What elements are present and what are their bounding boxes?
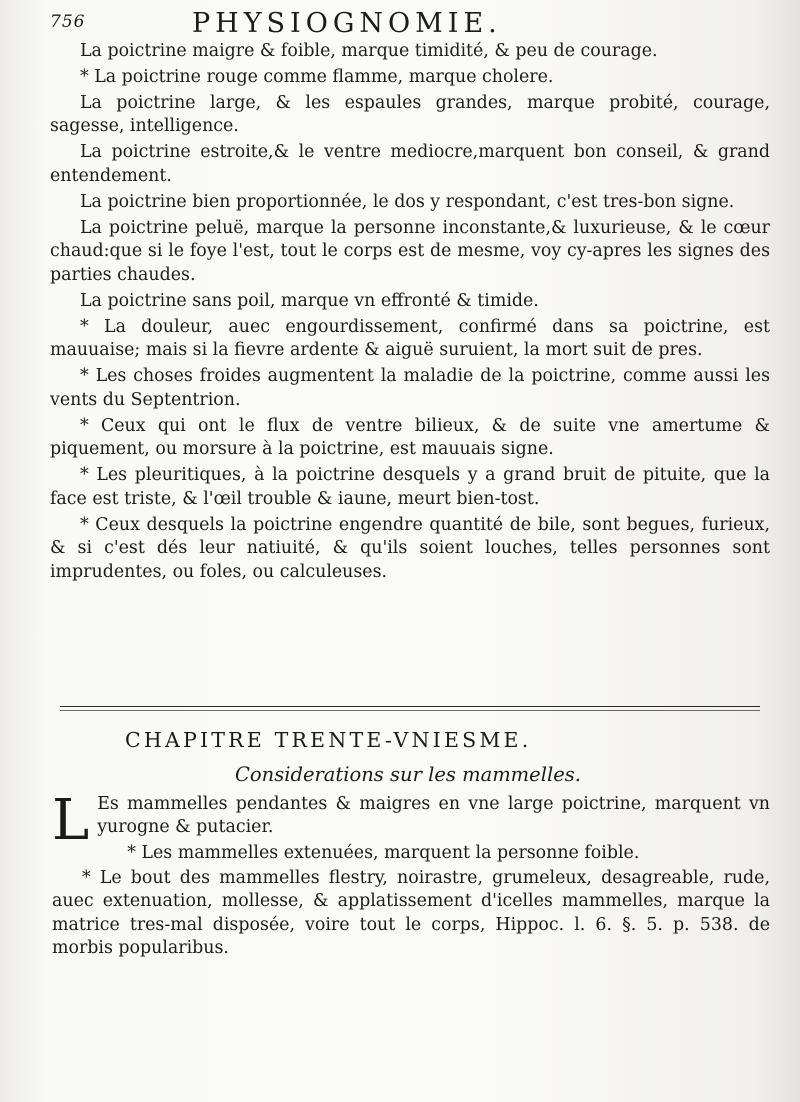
section-divider <box>60 706 760 707</box>
page-number: 756 <box>50 12 86 32</box>
paragraph: * Les pleuritiques, à la poictrine desquels y a grand bruit de pituite, que la face est triste, & l'œil trouble & iaune, meurt bien-tost. <box>50 465 770 509</box>
page-header <box>50 8 750 44</box>
drop-cap: L <box>52 788 90 853</box>
paragraph: * Le bout des mammelles flestry, noirastre, grumeleux, desagreable, rude, auec extenuation, mollesse, & applatissement d'icelles mammelles, marque la matrice tres-mal disposée, voire tout le corps, Hippoc. l. 6. §. 5. p. 538. de morbis popularibus. <box>52 868 770 958</box>
paragraph: La poictrine bien proportionnée, le dos y respondant, c'est tres-bon signe. <box>80 191 735 212</box>
chapter-first-paragraph-text: Es mammelles pendantes & maigres en vne large poictrine, marquent vn yurogne & putacier. <box>97 794 770 838</box>
paragraph: * La poictrine rouge comme flamme, marque cholere. <box>80 66 554 87</box>
paragraph: La poictrine estroite,& le ventre mediocre,marquent bon conseil, & grand entendement. <box>50 142 770 186</box>
paragraph: * Ceux desquels la poictrine engendre quantité de bile, sont begues, furieux, & si c'est dés leur natiuité, & qu'ils soient louches, telles personnes sont imprudentes, ou foles, ou calculeuses. <box>50 514 770 582</box>
paragraph: La poictrine peluë, marque la personne inconstante,& luxurieuse, & le cœur chaud:que si le foye l'est, tout le corps est de mesme, voy cy-apres les signes des parties chaudes. <box>50 217 770 285</box>
body-text <box>50 40 770 587</box>
chapter-subtitle: Considerations sur les mammelles. <box>235 763 581 786</box>
paragraph: La poictrine sans poil, marque vn effronté & timide. <box>80 290 539 311</box>
chapter-body <box>52 788 770 962</box>
section-divider-thin <box>60 710 760 711</box>
paragraph: * Les choses froides augmentent la maladie de la poictrine, comme aussi les vents du Septentrion. <box>50 366 770 410</box>
paragraph: * La douleur, auec engourdissement, confirmé dans sa poictrine, est mauuaise; mais si la fievre ardente & aiguë suruient, la mort suit de pres. <box>50 316 770 361</box>
paragraph: La poictrine large, & les espaules grandes, marque probité, courage, sagesse, intelligence. <box>50 92 770 137</box>
paragraph: * Ceux qui ont le flux de ventre bilieux, & de suite vne amertume & piquement, ou morsure à la poictrine, est mauuais signe. <box>50 415 770 460</box>
paragraph: * Les mammelles extenuées, marquent la personne foible. <box>127 842 640 863</box>
running-title: PHYSIOGNOMIE. <box>192 8 502 39</box>
paragraph: La poictrine maigre & foible, marque timidité, & peu de courage. <box>80 41 658 61</box>
chapter-title: CHAPITRE TRENTE-VNIESME. <box>125 728 532 752</box>
